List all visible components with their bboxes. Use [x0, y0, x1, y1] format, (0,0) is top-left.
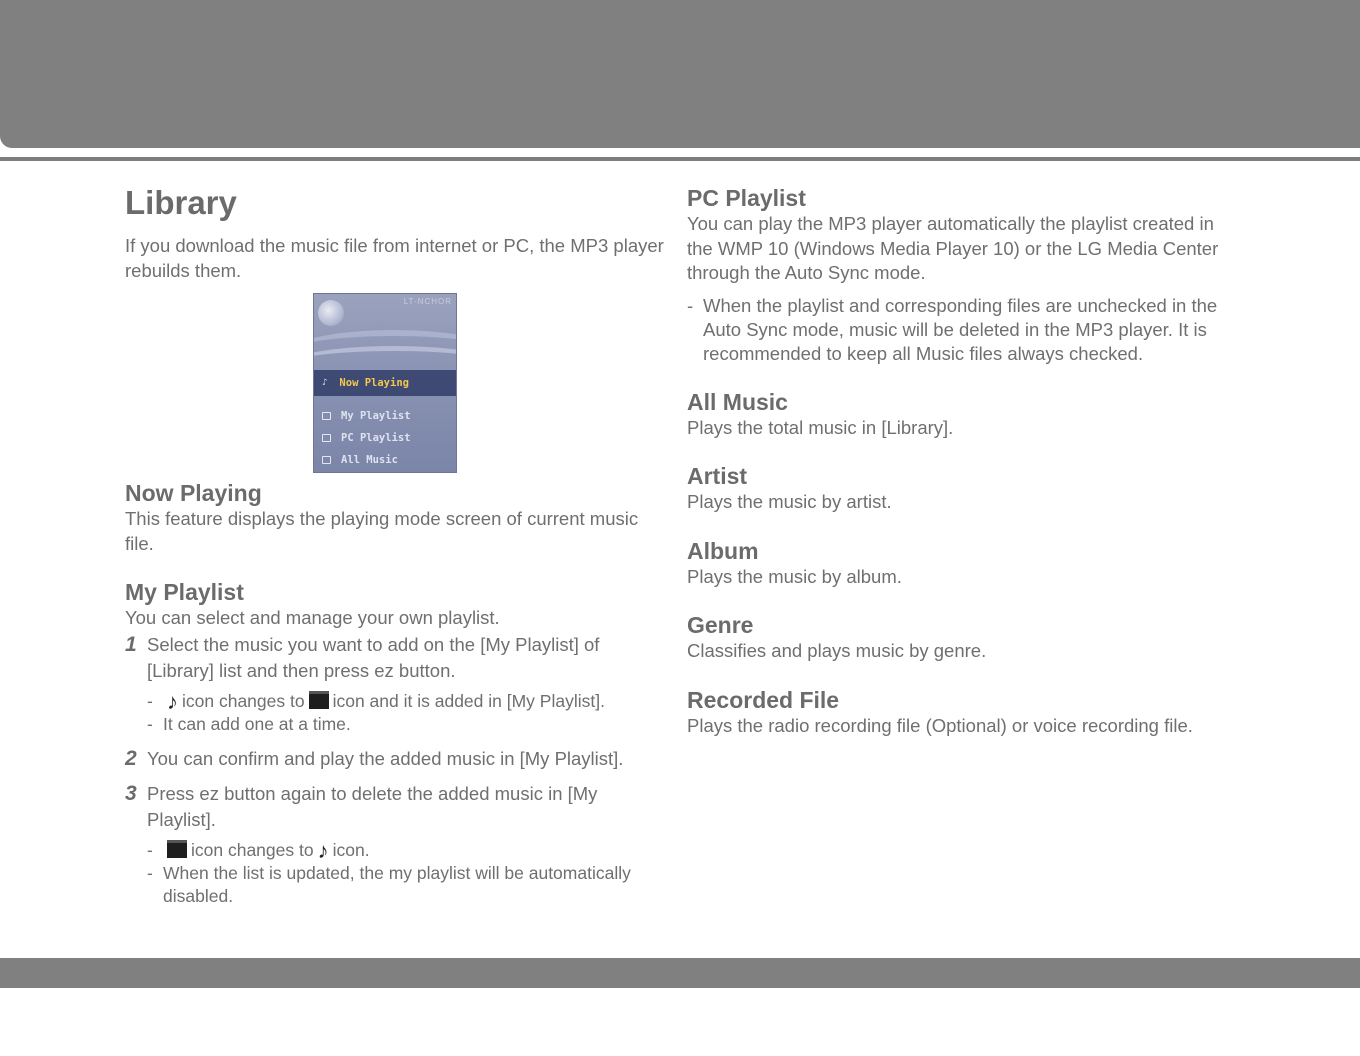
section-album	[687, 537, 1227, 590]
step-number: 3	[125, 781, 137, 805]
sub-note: - When the list is updated, the my playlist will be automatically disabled.	[147, 862, 631, 906]
section-body: Plays the radio recording file (Optional) or voice recording file.	[687, 714, 1193, 736]
sub-note: - It can add one at a time.	[147, 713, 351, 734]
intro-text: If you download the music file from internet or PC, the MP3 player rebuilds them.	[125, 235, 664, 281]
section-body: You can play the MP3 player automatically the playlist created in the WMP 10 (Windows Media Player 10) or the LG Media Center through the Auto Sync mode.	[687, 213, 1219, 283]
step-text: You can confirm and play the added music in [My Playlist].	[147, 747, 624, 769]
section-all-music	[687, 388, 1227, 441]
step-2	[125, 746, 665, 772]
section-genre	[687, 611, 1227, 664]
step-text: Press ez button again to delete the added music in [My Playlist].	[147, 782, 598, 830]
step-3	[125, 781, 665, 833]
header-rule	[0, 157, 1360, 161]
header-band	[0, 0, 1360, 148]
section-heading: Artist	[687, 463, 748, 489]
section-heading: Album	[687, 537, 759, 564]
filled-square-icon	[167, 840, 187, 858]
section-heading: My Playlist	[125, 579, 244, 605]
music-note-icon: ♪	[317, 837, 329, 863]
music-note-icon: ♪	[167, 688, 178, 714]
section-recorded-file	[687, 686, 1227, 739]
section-artist	[687, 462, 1227, 515]
section-now-playing	[125, 479, 665, 556]
menu-item-my-playlist: My Playlist	[322, 410, 411, 422]
section-pc-playlist	[687, 184, 1227, 366]
section-body: Classifies and plays music by genre.	[687, 640, 987, 661]
step-3-notes	[125, 839, 665, 908]
device-screenshot	[313, 293, 457, 473]
step-1	[125, 632, 665, 684]
menu-item-now-playing: ♪ Now Playing	[322, 377, 409, 389]
right-column	[687, 184, 1227, 760]
section-my-playlist	[125, 578, 665, 908]
section-heading: Recorded File	[687, 686, 840, 713]
step-text: Select the music you want to add on the [My Playlist] of [Library] list and then press ez button.	[147, 633, 600, 681]
folder-icon	[322, 412, 331, 420]
section-body: Plays the music by album.	[687, 565, 902, 587]
folder-icon	[322, 456, 331, 464]
sub-note: - icon changes to ♪ icon.	[147, 837, 370, 863]
section-body: This feature displays the playing mode screen of current music file.	[125, 508, 639, 554]
note: - When the playlist and corresponding files are unchecked in the Auto Sync mode, music will be deleted in the MP3 player. It is recommended to keep all Music files always checked.	[687, 294, 1218, 364]
section-body: Plays the music by artist.	[687, 491, 892, 512]
folder-icon	[322, 434, 331, 442]
disc-icon	[318, 300, 344, 326]
footer-band	[0, 958, 1360, 988]
section-heading: Genre	[687, 612, 754, 638]
page-title: Library	[125, 184, 237, 221]
step-number: 2	[125, 746, 137, 770]
step-1-notes	[125, 690, 665, 736]
step-number: 1	[125, 632, 137, 656]
menu-item-all-music: All Music	[322, 454, 398, 466]
left-column	[125, 184, 665, 930]
section-heading: PC Playlist	[687, 185, 806, 211]
filled-square-icon	[309, 691, 329, 709]
section-body: You can select and manage your own playlist.	[125, 607, 500, 628]
menu-item-pc-playlist: PC Playlist	[322, 432, 411, 444]
section-heading: Now Playing	[125, 480, 262, 506]
device-brand: LT-NCHOR	[403, 297, 452, 306]
sub-note: - ♪ icon changes to icon and it is added in [My Playlist].	[147, 688, 605, 714]
section-body: Plays the total music in [Library].	[687, 416, 954, 438]
section-heading: All Music	[687, 388, 788, 415]
play-icon: ♪	[322, 378, 328, 388]
